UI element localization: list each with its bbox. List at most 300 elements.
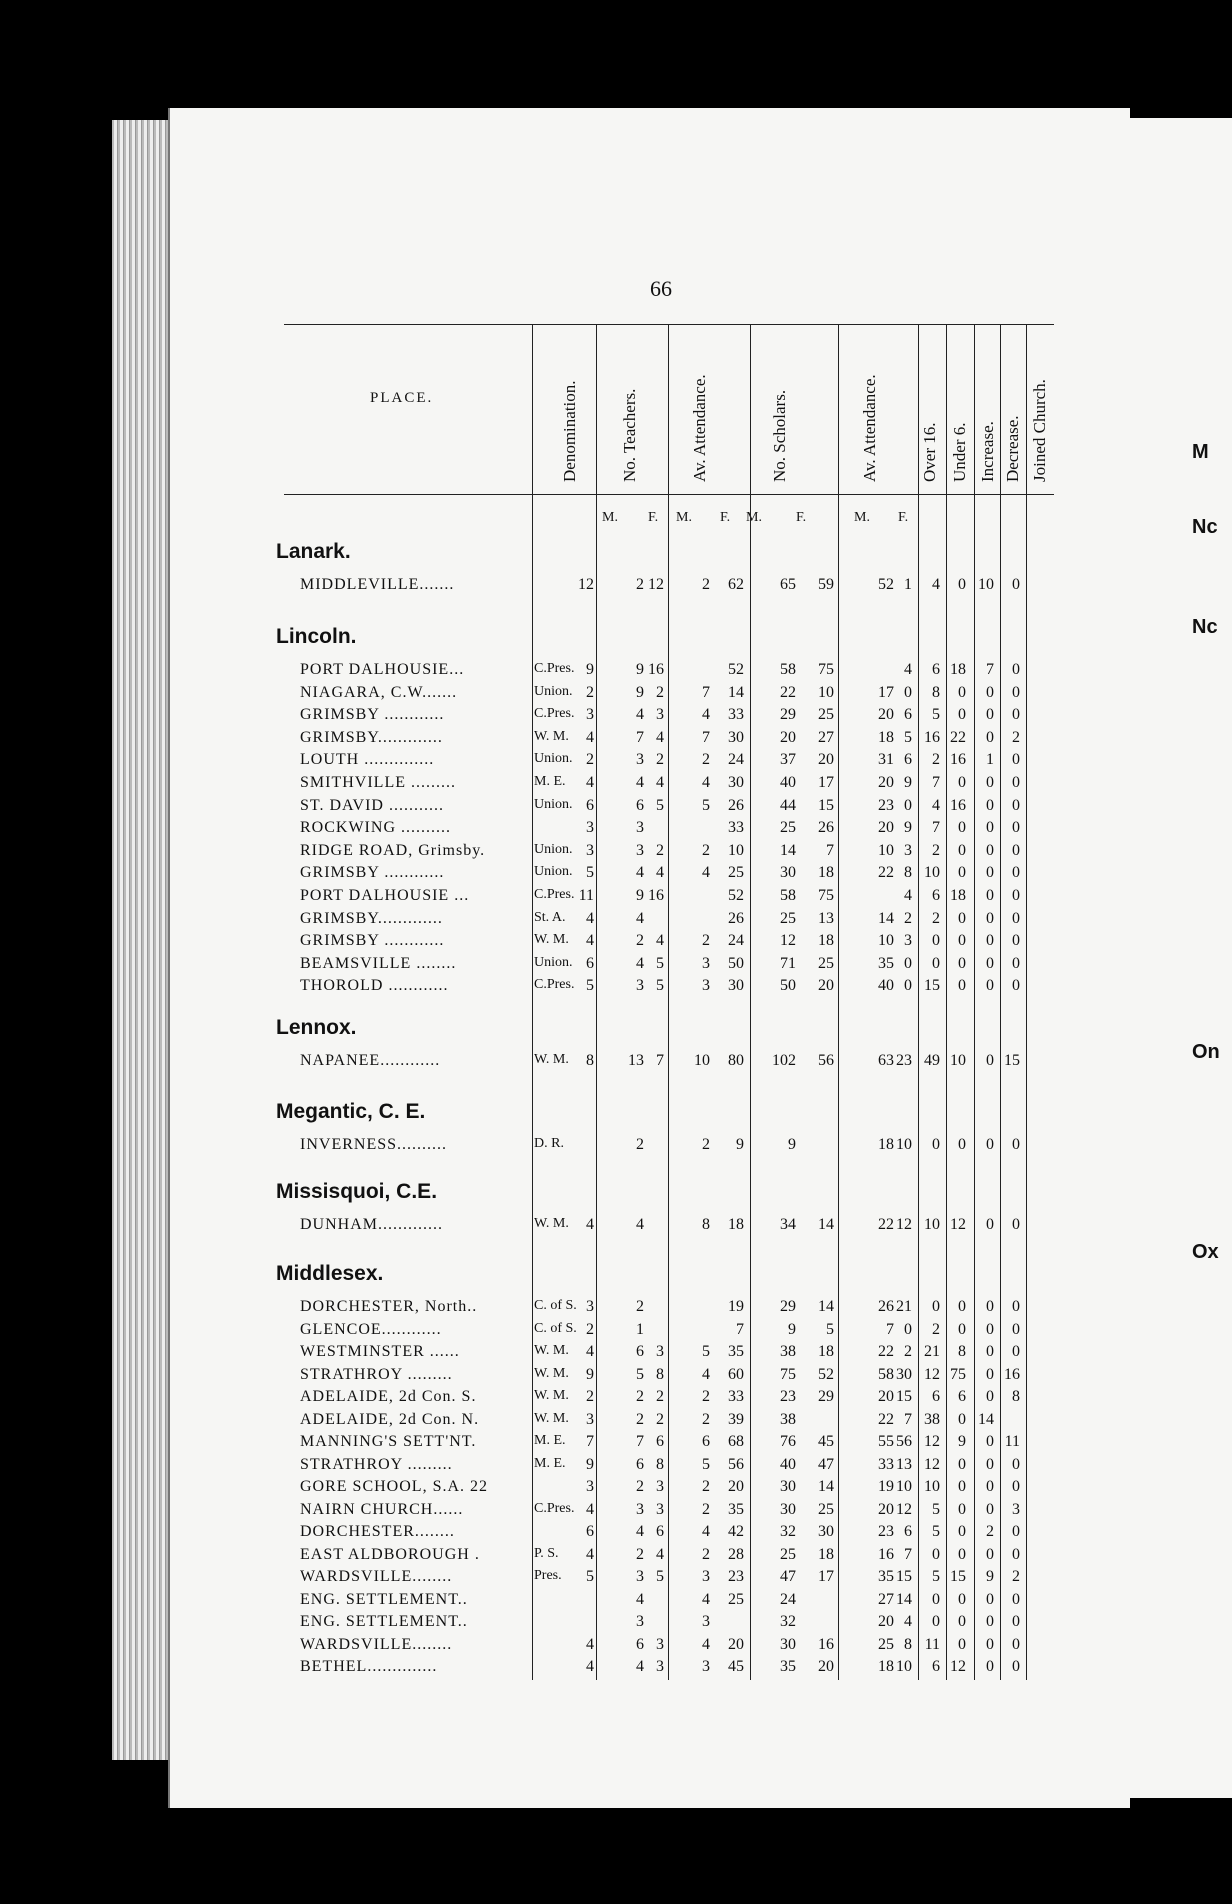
cell-value: 2 [656, 841, 664, 859]
cell-value: 24 [780, 1590, 796, 1608]
cell-value: 30 [780, 864, 796, 882]
denomination: W. M. [534, 1365, 569, 1381]
cell-value: 16 [950, 751, 966, 769]
page-number: 66 [650, 276, 672, 301]
cell-value: 26 [728, 796, 744, 814]
cell-value: 2 [702, 1388, 710, 1405]
cell-value: 1 [986, 751, 994, 769]
denomination: W. M. [534, 1388, 569, 1403]
cell-value: 19 [728, 1298, 744, 1315]
cell-value: 0 [958, 864, 966, 882]
cell-value: 2 [656, 751, 664, 769]
cell-value: 0 [986, 841, 994, 859]
cell-value: 3 [586, 841, 594, 859]
cell-value: 0 [1012, 1216, 1020, 1233]
column-rule [750, 324, 751, 1680]
cell-value: 3 [586, 1298, 594, 1315]
place-name: WARDSVILLE........ [300, 1568, 453, 1585]
place-name: SMITHVILLE ......... [300, 774, 456, 791]
cell-value: 27 [878, 1590, 894, 1608]
cell-value: 20 [878, 706, 894, 724]
cell-value: 30 [780, 1478, 796, 1495]
cell-value: 4 [586, 728, 594, 746]
cell-value: 17 [818, 1568, 834, 1585]
cell-value: 0 [958, 774, 966, 791]
cell-value: 38 [780, 1343, 796, 1360]
denomination: Pres. [534, 1568, 562, 1583]
cell-value: 0 [1012, 706, 1020, 724]
cell-value: 59 [818, 576, 834, 593]
cell-value: 0 [958, 1298, 966, 1315]
cell-value: 0 [1012, 954, 1020, 972]
cell-value: 4 [702, 1365, 710, 1383]
cell-value: 0 [1012, 1523, 1020, 1540]
place-name: RIDGE ROAD, Grimsby. [300, 841, 486, 859]
cell-value: 0 [986, 977, 994, 995]
cell-value: 25 [780, 819, 796, 837]
cell-value: 11 [924, 1635, 940, 1653]
cell-value: 76 [780, 1433, 796, 1450]
cell-value: 2 [586, 683, 594, 701]
cell-value: 15 [1004, 1052, 1020, 1069]
cell-value: 16 [950, 796, 966, 814]
cell-value: 3 [904, 841, 912, 859]
cell-value: 8 [1012, 1388, 1020, 1405]
cell-value: 15 [896, 1388, 912, 1405]
cell-value: 52 [878, 576, 894, 593]
cell-value: 14 [818, 1216, 834, 1233]
cell-value: 23 [878, 796, 894, 814]
cell-value: 3 [586, 1478, 594, 1495]
cell-value: 0 [958, 932, 966, 950]
cell-value: 5 [932, 1523, 940, 1540]
cell-value: 75 [780, 1365, 796, 1383]
cell-value: 0 [986, 1136, 994, 1153]
cell-value: 75 [950, 1365, 966, 1383]
cell-value: 22 [950, 728, 966, 746]
cell-value: 0 [1012, 1478, 1020, 1495]
cell-value: 33 [728, 1388, 744, 1405]
cell-value: 23 [878, 1523, 894, 1540]
cell-value: 3 [656, 1478, 664, 1495]
place-name: GRIMSBY............. [300, 728, 443, 746]
denomination: M. E. [534, 774, 566, 789]
cell-value: 14 [780, 841, 796, 859]
cell-value: 35 [728, 1500, 744, 1518]
cell-value: 5 [656, 1568, 664, 1585]
place-name: PORT DALHOUSIE ... [300, 887, 470, 904]
cell-value: 0 [1012, 1613, 1020, 1630]
cell-value: 4 [636, 1216, 644, 1233]
cell-value: 0 [986, 887, 994, 904]
cell-value: 5 [932, 706, 940, 724]
cell-value: 0 [958, 1320, 966, 1338]
cell-value: 11 [578, 887, 594, 904]
cell-value: 10 [818, 683, 834, 701]
cell-value: 0 [958, 706, 966, 724]
cell-value: 12 [950, 1216, 966, 1233]
denomination: C.Pres. [534, 1500, 575, 1516]
cell-value: 0 [986, 1216, 994, 1233]
cell-value: 4 [586, 1343, 594, 1360]
cell-value: 0 [932, 1298, 940, 1315]
cell-value: 10 [878, 841, 894, 859]
cell-value: 4 [586, 1635, 594, 1653]
cell-value: 0 [1012, 751, 1020, 769]
denomination: W. M. [534, 1343, 569, 1358]
column-rule [1000, 324, 1001, 1680]
cell-value: 2 [702, 841, 710, 859]
place-name: BETHEL.............. [300, 1658, 438, 1675]
cell-value: 0 [958, 1613, 966, 1630]
cell-value: 6 [932, 1388, 940, 1405]
place-name: STRATHROY ......... [300, 1365, 453, 1383]
cell-value: 2 [636, 1298, 644, 1315]
cell-value: 12 [924, 1433, 940, 1450]
cell-value: 7 [656, 1052, 664, 1069]
column-header: Under 6. [950, 422, 969, 482]
cell-value: 18 [818, 1545, 834, 1563]
cell-value: 2 [702, 1500, 710, 1518]
cell-value: 0 [1012, 819, 1020, 837]
place-name: ROCKWING .......... [300, 819, 451, 837]
cell-value: 6 [656, 1523, 664, 1540]
cell-value: 4 [636, 864, 644, 882]
cell-value: 49 [924, 1052, 940, 1069]
cell-value: 8 [958, 1343, 966, 1360]
cell-value: 0 [958, 1455, 966, 1473]
column-rule [596, 324, 597, 1680]
cell-value: 102 [772, 1052, 796, 1069]
cell-value: 25 [878, 1635, 894, 1653]
cell-value: 21 [924, 1343, 940, 1360]
cell-value: 2 [586, 751, 594, 769]
cell-value: 0 [986, 1298, 994, 1315]
cell-value: 26 [728, 909, 744, 927]
county-heading: Lincoln. [276, 625, 357, 648]
cell-value: 40 [878, 977, 894, 995]
cell-value: 4 [636, 706, 644, 724]
place-name: GRIMSBY ............ [300, 706, 445, 724]
cell-value: 0 [904, 796, 912, 814]
cell-value: 12 [780, 932, 796, 950]
cell-value: 13 [628, 1052, 644, 1069]
cell-value: 14 [818, 1298, 834, 1315]
cell-value: 15 [896, 1568, 912, 1585]
cell-value: 6 [958, 1388, 966, 1405]
cell-value: 0 [986, 1478, 994, 1495]
cell-value: 30 [728, 728, 744, 746]
cell-value: 4 [702, 1635, 710, 1653]
column-rule [918, 324, 919, 1680]
cell-value: 4 [586, 932, 594, 950]
cell-value: 0 [958, 1136, 966, 1153]
cell-value: 56 [818, 1052, 834, 1069]
cell-value: 0 [986, 864, 994, 882]
cell-value: 0 [958, 683, 966, 701]
denomination: Union. [534, 954, 573, 970]
cell-value: 3 [904, 932, 912, 950]
cell-value: 0 [958, 977, 966, 995]
cell-value: 6 [904, 751, 912, 769]
cell-value: 2 [986, 1523, 994, 1540]
cell-value: 3 [702, 1613, 710, 1630]
denomination: Union. [534, 864, 573, 880]
cell-value: 3 [656, 706, 664, 724]
cell-value: 55 [878, 1433, 894, 1450]
cell-value: 3 [636, 1613, 644, 1630]
cell-value: 58 [780, 887, 796, 904]
cell-value: 7 [636, 1433, 644, 1450]
cell-value: 8 [904, 864, 912, 882]
cell-value: 10 [896, 1136, 912, 1153]
cell-value: 4 [656, 864, 664, 882]
cell-value: 4 [586, 774, 594, 791]
cell-value: 2 [702, 751, 710, 769]
cell-value: 2 [636, 932, 644, 950]
cell-value: 0 [986, 1365, 994, 1383]
cell-value: 2 [702, 1410, 710, 1428]
cell-value: 32 [780, 1523, 796, 1540]
cell-value: 0 [986, 1433, 994, 1450]
place-name: GORE SCHOOL, S.A. 22 [300, 1478, 489, 1495]
denomination: W. M. [534, 1216, 569, 1231]
cell-value: 0 [1012, 1545, 1020, 1563]
column-header: Denomination. [560, 380, 579, 482]
cell-value: 2 [702, 1478, 710, 1495]
cell-value: 7 [932, 819, 940, 837]
cell-value: 3 [702, 1568, 710, 1585]
cell-value: 8 [702, 1216, 710, 1233]
cell-value: 0 [904, 683, 912, 701]
cell-value: 2 [1012, 1568, 1020, 1585]
cell-value: 7 [702, 728, 710, 746]
cell-value: 7 [904, 1410, 912, 1428]
header-top-rule [284, 324, 1054, 325]
cell-value: 2 [904, 1343, 912, 1360]
cell-value: 0 [958, 954, 966, 972]
place-name: NAPANEE............ [300, 1052, 441, 1069]
cell-value: 0 [958, 909, 966, 927]
column-header: Decrease. [1003, 415, 1022, 482]
cell-value: 30 [780, 1635, 796, 1653]
cell-value: 10 [924, 1478, 940, 1495]
cell-value: 9 [986, 1568, 994, 1585]
cell-value: 63 [878, 1052, 894, 1069]
denomination: C.Pres. [534, 661, 575, 676]
cell-value: 3 [636, 819, 644, 837]
cell-value: 10 [878, 932, 894, 950]
cell-value: 3 [1012, 1500, 1020, 1518]
cell-value: 26 [818, 819, 834, 837]
cell-value: 56 [728, 1455, 744, 1473]
cell-value: 0 [986, 1658, 994, 1675]
cell-value: 0 [1012, 774, 1020, 791]
cell-value: 4 [636, 1658, 644, 1675]
cell-value: 11 [1004, 1433, 1020, 1450]
sub-header: M. [602, 510, 618, 525]
sub-header: M. [676, 510, 692, 525]
cell-value: 62 [728, 576, 744, 593]
place-name: THOROLD ............ [300, 977, 449, 995]
denomination: C.Pres. [534, 977, 575, 993]
denomination: D. R. [534, 1136, 564, 1151]
cell-value: 25 [818, 954, 834, 972]
place-name: DORCHESTER, North.. [300, 1298, 478, 1315]
cell-value: 80 [728, 1052, 744, 1069]
county-heading: Lanark. [276, 540, 351, 563]
cell-value: 24 [728, 932, 744, 950]
cell-value: 3 [656, 1343, 664, 1360]
cell-value: 35 [878, 954, 894, 972]
cell-value: 2 [586, 1388, 594, 1405]
cell-value: 4 [904, 661, 912, 678]
cell-value: 1 [636, 1320, 644, 1338]
cell-value: 12 [924, 1455, 940, 1473]
cell-value: 18 [818, 932, 834, 950]
place-name: STRATHROY ......... [300, 1455, 453, 1473]
cell-value: 6 [702, 1433, 710, 1450]
cell-value: 16 [818, 1635, 834, 1653]
cell-value: 75 [818, 661, 834, 678]
cell-value: 3 [702, 977, 710, 995]
place-name: NIAGARA, C.W....... [300, 683, 458, 701]
cell-value: 3 [702, 1658, 710, 1675]
column-header: Joined Church. [1030, 379, 1049, 482]
cell-value: 34 [780, 1216, 796, 1233]
cell-value: 9 [958, 1433, 966, 1450]
cell-value: 42 [728, 1523, 744, 1540]
cell-value: 40 [780, 774, 796, 791]
cell-value: 4 [636, 1523, 644, 1540]
cell-value: 0 [932, 1136, 940, 1153]
sub-header: F. [720, 510, 731, 525]
cell-value: 5 [702, 1455, 710, 1473]
cell-value: 9 [904, 819, 912, 837]
cell-value: 5 [586, 864, 594, 882]
cell-value: 2 [636, 576, 644, 593]
cell-value: 0 [1012, 977, 1020, 995]
cell-value: 15 [950, 1568, 966, 1585]
cell-value: 45 [728, 1658, 744, 1675]
cell-value: 4 [656, 932, 664, 950]
cell-value: 9 [636, 683, 644, 701]
cell-value: 2 [702, 1136, 710, 1153]
cell-value: 4 [904, 1613, 912, 1630]
cell-value: 31 [878, 751, 894, 769]
cell-value: 0 [904, 977, 912, 995]
cell-value: 50 [728, 954, 744, 972]
column-rule [532, 324, 533, 1680]
cell-value: 10 [728, 841, 744, 859]
cell-value: 16 [924, 728, 940, 746]
facing-heading: M [1192, 441, 1209, 463]
cell-value: 0 [1012, 1320, 1020, 1338]
cell-value: 0 [1012, 576, 1020, 593]
cell-value: 9 [586, 661, 594, 678]
cell-value: 4 [586, 1545, 594, 1563]
cell-value: 4 [702, 774, 710, 791]
cell-value: 52 [728, 887, 744, 904]
cell-value: 4 [702, 1523, 710, 1540]
cell-value: 4 [636, 774, 644, 791]
county-heading: Missisquoi, C.E. [276, 1180, 438, 1203]
cell-value: 0 [932, 932, 940, 950]
cell-value: 6 [636, 1635, 644, 1653]
cell-value: 0 [986, 954, 994, 972]
cell-value: 18 [878, 728, 894, 746]
cell-value: 20 [780, 728, 796, 746]
place-name: PORT DALHOUSIE... [300, 661, 465, 678]
denomination: W. M. [534, 728, 569, 744]
column-rule [668, 324, 669, 1680]
cell-value: 5 [932, 1500, 940, 1518]
cell-value: 0 [1012, 932, 1020, 950]
cell-value: 14 [878, 909, 894, 927]
place-name: MIDDLEVILLE....... [300, 576, 455, 593]
cell-value: 0 [986, 706, 994, 724]
cell-value: 18 [878, 1658, 894, 1675]
cell-value: 10 [896, 1478, 912, 1495]
cell-value: 2 [636, 1545, 644, 1563]
cell-value: 9 [788, 1136, 796, 1153]
cell-value: 4 [656, 728, 664, 746]
cell-value: 2 [932, 1320, 940, 1338]
cell-value: 3 [656, 1500, 664, 1518]
cell-value: 0 [958, 1410, 966, 1428]
cell-value: 12 [896, 1500, 912, 1518]
cell-value: 13 [818, 909, 834, 927]
cell-value: 0 [1012, 796, 1020, 814]
cell-value: 0 [986, 1455, 994, 1473]
cell-value: 22 [878, 864, 894, 882]
cell-value: 3 [636, 1568, 644, 1585]
cell-value: 0 [986, 932, 994, 950]
place-name: DORCHESTER........ [300, 1523, 455, 1540]
place-name: INVERNESS.......... [300, 1136, 448, 1153]
cell-value: 10 [978, 576, 994, 593]
denomination: St. A. [534, 909, 566, 925]
facing-heading: Ox [1192, 1241, 1219, 1263]
cell-value: 8 [904, 1635, 912, 1653]
cell-value: 0 [986, 1613, 994, 1630]
cell-value: 25 [728, 1590, 744, 1608]
cell-value: 4 [586, 909, 594, 927]
cell-value: 19 [878, 1478, 894, 1495]
cell-value: 3 [636, 1500, 644, 1518]
cell-value: 28 [728, 1545, 744, 1563]
cell-value: 18 [728, 1216, 744, 1233]
cell-value: 12 [950, 1658, 966, 1675]
cell-value: 3 [656, 1635, 664, 1653]
cell-value: 7 [586, 1433, 594, 1450]
cell-value: 4 [702, 1590, 710, 1608]
cell-value: 4 [586, 1216, 594, 1233]
cell-value: 6 [586, 954, 594, 972]
cell-value: 0 [986, 728, 994, 746]
cell-value: 65 [780, 576, 796, 593]
cell-value: 3 [586, 1410, 594, 1428]
cell-value: 6 [636, 1343, 644, 1360]
cell-value: 39 [728, 1410, 744, 1428]
cell-value: 3 [586, 706, 594, 724]
cell-value: 5 [702, 1343, 710, 1360]
cell-value: 7 [736, 1320, 744, 1338]
cell-value: 3 [636, 751, 644, 769]
cell-value: 0 [958, 819, 966, 837]
cell-value: 18 [818, 864, 834, 882]
cell-value: 0 [986, 1590, 994, 1608]
